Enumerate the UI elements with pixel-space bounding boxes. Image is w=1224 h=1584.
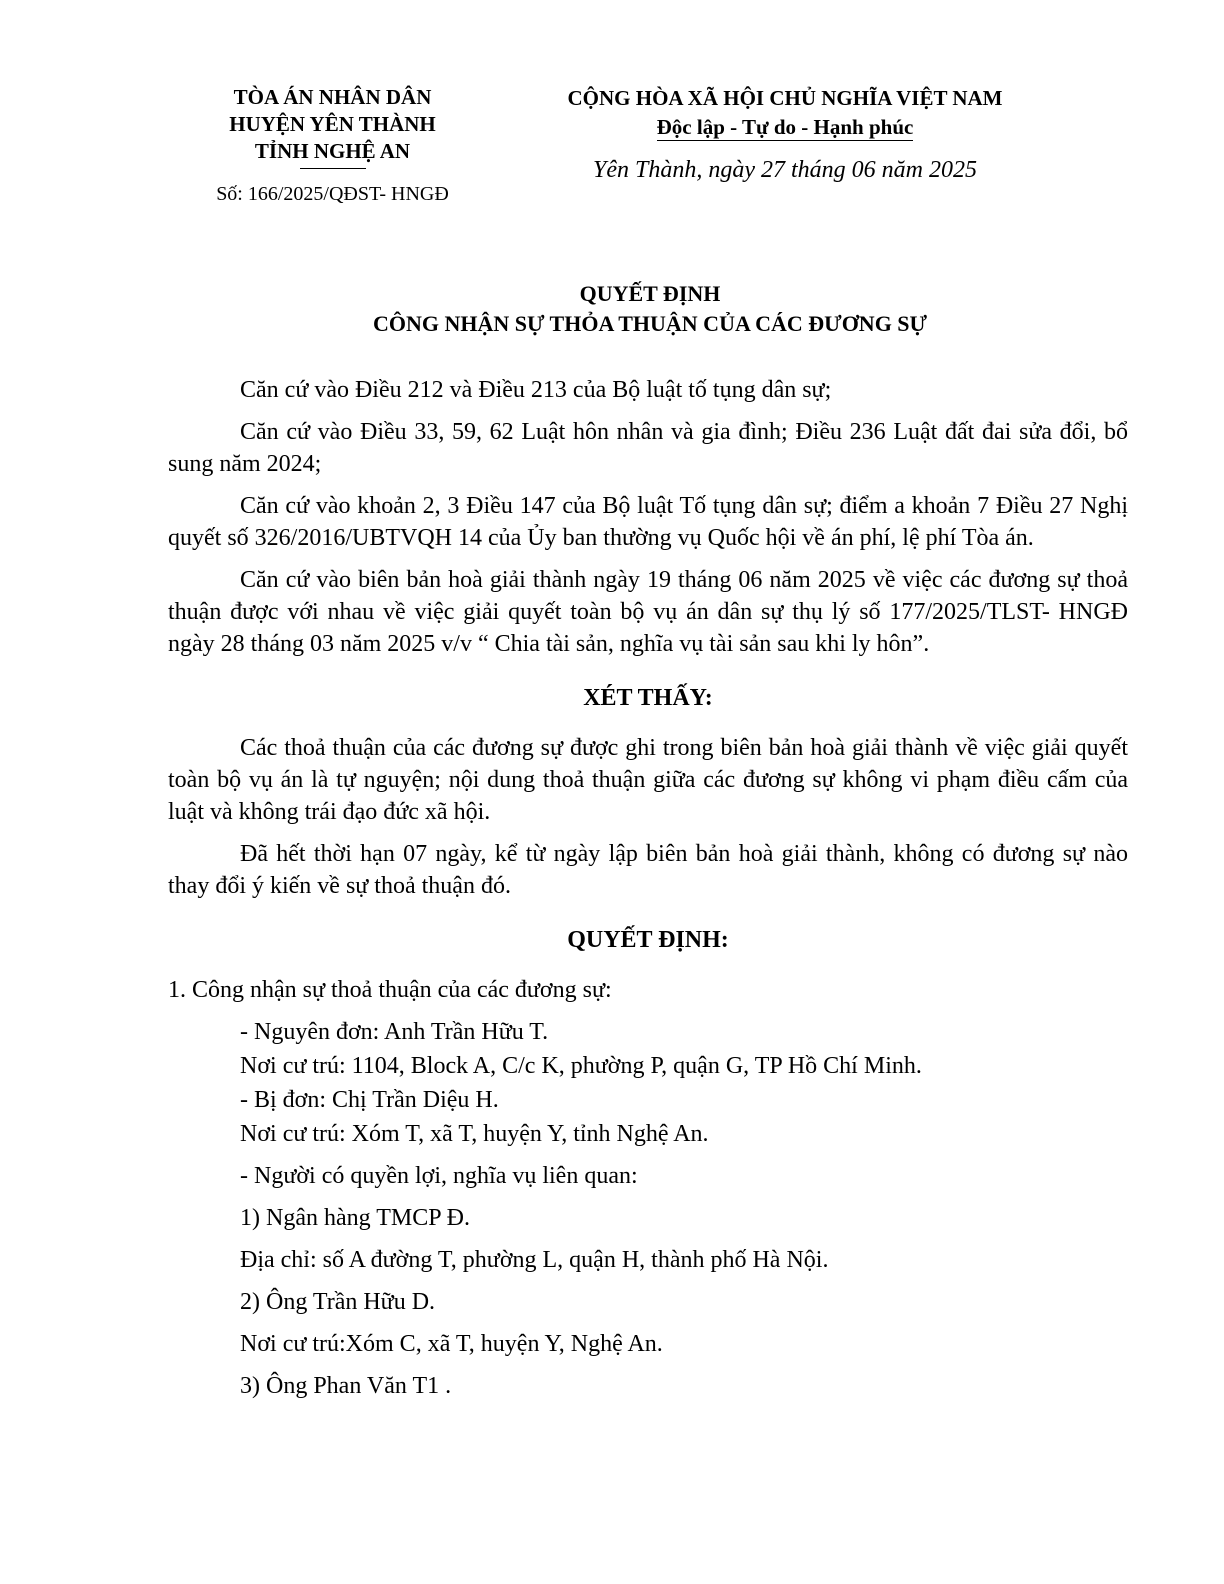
court-name-line2: HUYỆN YÊN THÀNH <box>229 112 436 136</box>
legal-basis-1: Căn cứ vào Điều 212 và Điều 213 của Bộ luật tố tụng dân sự; <box>240 377 832 403</box>
related-party-2: 2) Ông Trần Hữu D. <box>240 1289 436 1315</box>
related-party-3: 3) Ông Phan Văn T1 . <box>240 1373 452 1399</box>
legal-basis-2: Căn cứ vào Điều 33, 59, 62 Luật hôn nhân và gia đình; Điều 236 Luật đất đai sửa đổi, bổ sung năm 2024; <box>168 419 1128 477</box>
defendant: - Bị đơn: Chị Trần Diệu H. <box>240 1087 499 1113</box>
document-body <box>168 374 1128 1412</box>
finding-paragraph-2: Đã hết thời hạn 07 ngày, kể từ ngày lập biên bản hoà giải thành, không có đương sự nào thay đổi ý kiến về sự thoả thuận đó. <box>168 841 1128 899</box>
decision-heading: QUYẾT ĐỊNH: <box>567 927 729 953</box>
national-motto: Độc lập - Tự do - Hạnh phúc <box>656 115 914 139</box>
plaintiff-address: Nơi cư trú: 1104, Block A, C/c K, phường P, quận G, TP Hồ Chí Minh. <box>240 1053 922 1079</box>
document-number: Số: 166/2025/QĐST- HNGĐ <box>216 183 449 205</box>
plaintiff: - Nguyên đơn: Anh Trần Hữu T. <box>240 1019 549 1045</box>
court-name-line3: TỈNH NGHỆ AN <box>254 139 411 163</box>
nation-name: CỘNG HÒA XÃ HỘI CHỦ NGHĨA VIỆT NAM <box>567 86 1003 110</box>
related-party-1: 1) Ngân hàng TMCP Đ. <box>240 1205 470 1231</box>
title-line2: CÔNG NHẬN SỰ THỎA THUẬN CỦA CÁC ĐƯƠNG SỰ <box>372 311 928 336</box>
place-date: Yên Thành, ngày 27 tháng 06 năm 2025 <box>593 157 977 183</box>
court-name-line1: TÒA ÁN NHÂN DÂN <box>233 85 432 109</box>
decision-item-1: 1. Công nhận sự thoả thuận của các đương sự: <box>168 977 612 1003</box>
title-line1: QUYẾT ĐỊNH <box>579 281 721 306</box>
court-header <box>180 84 485 208</box>
legal-basis-4: Căn cứ vào biên bản hoà giải thành ngày 19 tháng 06 năm 2025 về việc các đương sự thoả thuận được với nhau về việc giải quyết toàn bộ vụ án dân sự thụ lý số 177/2025/TLST- HNGĐ ngày 28 tháng 03 năm 2025 v/v “ Chia tài sản, nghĩa vụ tài sản sau khi ly hôn”. <box>168 567 1128 657</box>
related-party-2-address: Nơi cư trú:Xóm C, xã T, huyện Y, Nghệ An. <box>240 1331 663 1357</box>
findings-heading: XÉT THẤY: <box>583 685 713 711</box>
related-party-1-address: Địa chỉ: số A đường T, phường L, quận H, thành phố Hà Nội. <box>240 1247 829 1273</box>
legal-basis-3: Căn cứ vào khoản 2, 3 Điều 147 của Bộ luật Tố tụng dân sự; điểm a khoản 7 Điều 27 Nghị quyết số 326/2016/UBTVQH 14 của Ủy ban thường vụ Quốc hội về án phí, lệ phí Tòa án. <box>168 493 1128 551</box>
finding-paragraph-1: Các thoả thuận của các đương sự được ghi trong biên bản hoà giải thành về việc giải quyết toàn bộ vụ án là tự nguyện; nội dung thoả thuận giữa các đương sự không vi phạm điều cấm của luật và không trái đạo đức xã hội. <box>168 735 1128 825</box>
related-parties-heading: - Người có quyền lợi, nghĩa vụ liên quan: <box>240 1163 638 1189</box>
court-underline <box>300 168 366 169</box>
national-header <box>520 84 1050 185</box>
document-title <box>0 279 1224 339</box>
defendant-address: Nơi cư trú: Xóm T, xã T, huyện Y, tỉnh Nghệ An. <box>240 1121 709 1147</box>
